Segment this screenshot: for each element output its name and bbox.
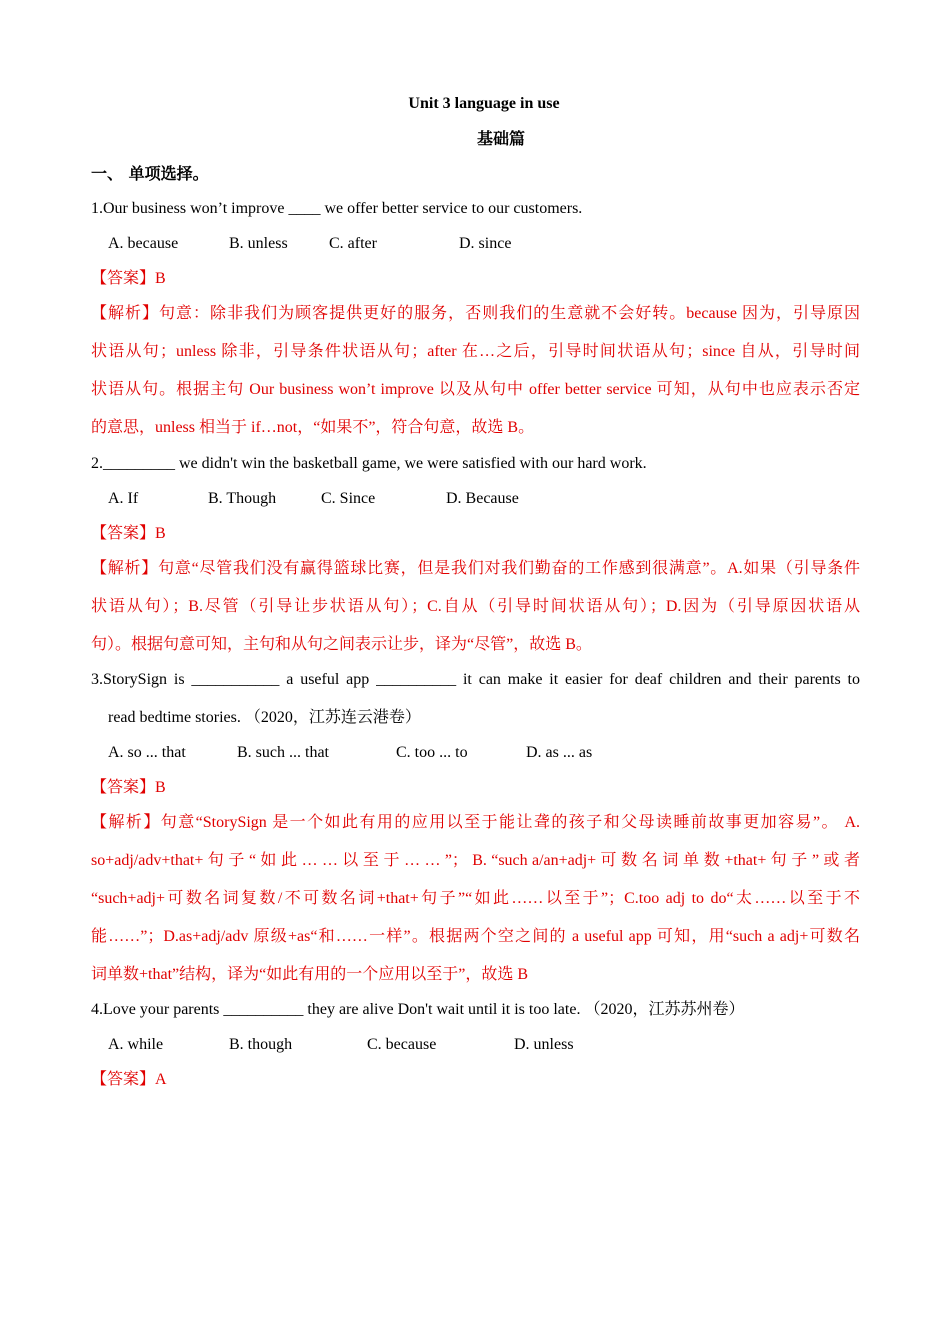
question-3-analysis-line: 能……”；D.as+adj/adv 原级+as“和……一样”。根据两个空之间的 a useful app 可知，用“such a adj+可数名 <box>91 928 860 945</box>
question-4-option-d: D. unless <box>514 1036 574 1053</box>
question-3-analysis-line: “such+adj+可数名词复数/不可数名词+that+句子”“如此……以至于”；C.too adj to do“太……以至于不 <box>91 890 860 907</box>
question-3-option-a: A. so ... that <box>108 744 186 761</box>
question-1-option-c: C. after <box>329 235 377 252</box>
question-1-answer: 【答案】B <box>91 270 166 287</box>
question-4-option-a: A. while <box>108 1036 164 1053</box>
question-1-analysis-line: 状语从句；unless 除非，引导条件状语从句；after 在…之后，引导时间状语从句；since 自从，引导时间 <box>91 343 860 360</box>
question-1-stem: 1.Our business won’t improve ____ we offer better service to our customers. <box>91 200 583 217</box>
question-2-option-a: A. If <box>108 490 139 507</box>
question-1-analysis-line: 【解析】句意：除非我们为顾客提供更好的服务，否则我们的生意就不会好转。because 因为，引导原因 <box>91 305 860 322</box>
question-2-answer: 【答案】B <box>91 525 166 542</box>
question-3-analysis-line: 【解析】句意“StorySign 是一个如此有用的应用以至于能让聋的孩子和父母读睡前故事更加容易”。 A. <box>91 814 860 831</box>
question-4-answer: 【答案】A <box>91 1071 167 1088</box>
question-3-answer: 【答案】B <box>91 779 166 796</box>
question-2-analysis-line: 句）。根据句意可知，主句和从句之间表示让步，译为“尽管”，故选 B。 <box>91 636 592 653</box>
question-2-option-c: C. Since <box>321 490 376 507</box>
question-3-option-c: C. too ... to <box>396 744 468 761</box>
question-3-stem-continued: read bedtime stories. （2020，江苏连云港卷） <box>108 709 421 726</box>
question-1-analysis-line: 的意思，unless 相当于 if…not，“如果不”，符合句意，故选 B。 <box>91 419 535 436</box>
question-1-option-d: D. since <box>459 235 512 252</box>
question-2-option-d: D. Because <box>446 490 519 507</box>
question-3-analysis-line: 词单数+that”结构，译为“如此有用的一个应用以至于”，故选 B <box>91 966 528 983</box>
question-3-stem: 3.StorySign is ___________ a useful app __________ it can make it easier for deaf children and their parents to <box>91 671 860 688</box>
question-1-analysis-line: 状语从句。根据主句 Our business won’t improve 以及从句中 offer better service 可知，从句中也应表示否定 <box>91 381 860 398</box>
document-subtitle: 基础篇 <box>476 129 525 148</box>
question-4-option-b: B. though <box>229 1036 293 1053</box>
question-2-option-b: B. Though <box>208 490 277 507</box>
question-3-option-b: B. such ... that <box>237 744 329 761</box>
question-4-option-c: C. because <box>367 1036 437 1053</box>
question-2-analysis-line: 【解析】句意“尽管我们没有赢得篮球比赛，但是我们对我们勤奋的工作感到很满意”。A.如果（引导条件 <box>91 560 860 577</box>
question-2-analysis-line: 状语从句）；B.尽管（引导让步状语从句）；C.自从（引导时间状语从句）；D.因为（引导原因状语从 <box>91 598 860 615</box>
question-1-option-b: B. unless <box>229 235 288 252</box>
question-4-stem: 4.Love your parents __________ they are alive Don't wait until it is too late. （2020，江苏苏州卷） <box>91 1001 745 1018</box>
question-1-option-a: A. because <box>108 235 179 252</box>
document-title: Unit 3 language in use <box>408 95 560 112</box>
section-heading: 一、 单项选择。 <box>91 164 209 183</box>
question-3-analysis-line: so+adj/adv+that+ 句 子 “ 如 此 … … 以 至 于 … … ”； B. “such a/an+adj+ 可 数 名 词 单 数 +that+ 句 子 ” 或 者 <box>91 852 860 869</box>
question-2-stem: 2._________ we didn't win the basketball game, we were satisfied with our hard work. <box>91 455 647 472</box>
question-3-option-d: D. as ... as <box>526 744 593 761</box>
